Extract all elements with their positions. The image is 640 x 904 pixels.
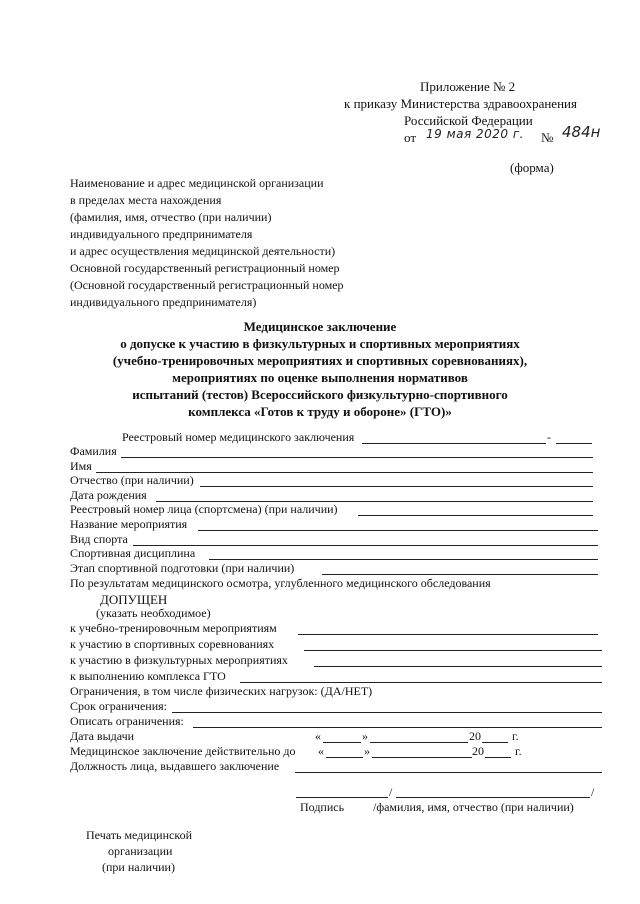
order-date-prefix: от	[404, 130, 417, 145]
patronymic-label: Отчество (при наличии)	[70, 473, 194, 487]
athlete-registry-label: Реестровый номер лица (спортсмена) (при наличии)	[70, 502, 338, 516]
issue-year-suffix: г.	[512, 729, 519, 743]
gto-label: к выполнению комплекса ГТО	[70, 669, 226, 683]
valid-year-prefix: 20	[472, 744, 484, 758]
discipline-line[interactable]	[209, 559, 598, 560]
issue-day-line[interactable]	[323, 742, 361, 743]
issue-open-quote: «	[315, 729, 321, 743]
competitions-line[interactable]	[304, 650, 602, 651]
org-line-1: Наименование и адрес медицинской организации	[70, 176, 324, 190]
valid-until-label: Медицинское заключение действительно до	[70, 744, 296, 758]
order-number-label: №	[541, 130, 554, 145]
org-line-3: (фамилия, имя, отчество (при наличии)	[70, 210, 272, 224]
sport-label: Вид спорта	[70, 532, 128, 546]
federation-label: Российской Федерации	[404, 113, 533, 128]
org-line-4: индивидуального предпринимателя	[70, 227, 253, 241]
form-label: (форма)	[510, 160, 554, 175]
registry-number-label: Реестровый номер медицинского заключения	[122, 430, 355, 444]
sports-events-label: к участию в физкультурных мероприятиях	[70, 653, 288, 667]
registry-dash: -	[547, 430, 551, 444]
surname-label: Фамилия	[70, 444, 117, 458]
name-label: Имя	[70, 459, 92, 473]
handwritten-date: 19 мая 2020 г.	[426, 127, 524, 141]
stamp-line-3: (при наличии)	[102, 860, 175, 874]
surname-line[interactable]	[121, 457, 593, 458]
handwritten-number: 484н	[562, 123, 601, 141]
stage-line[interactable]	[322, 574, 598, 575]
stamp-line-1: Печать медицинской	[86, 828, 192, 842]
describe-restrictions-line[interactable]	[193, 727, 602, 728]
valid-year-suffix: г.	[515, 744, 522, 758]
patronymic-line[interactable]	[200, 486, 593, 487]
admitted-label: ДОПУЩЕН	[100, 592, 168, 607]
training-line[interactable]	[298, 634, 598, 635]
restriction-term-line[interactable]	[172, 712, 602, 713]
registry-suffix-line[interactable]	[556, 443, 592, 444]
org-line-2: в пределах места нахождения	[70, 193, 222, 207]
signature-name-label: /фамилия, имя, отчество (при наличии)	[373, 800, 574, 814]
gto-line[interactable]	[240, 682, 602, 683]
issue-close-quote: »	[362, 729, 368, 743]
restrictions-label: Ограничения, в том числе физических нагрузок: (ДА/НЕТ)	[70, 684, 373, 698]
birth-date-label: Дата рождения	[70, 488, 147, 502]
valid-open-quote: «	[318, 744, 324, 758]
registry-number-line[interactable]	[362, 443, 546, 444]
org-line-7: (Основной государственный регистрационный номер	[70, 278, 344, 292]
restriction-term-label: Срок ограничения:	[70, 699, 167, 713]
signature-slash-1: /	[389, 785, 393, 799]
annex-label: Приложение № 2	[420, 79, 516, 94]
event-name-line[interactable]	[198, 530, 598, 531]
order-label: к приказу Министерства здравоохранения	[344, 96, 577, 111]
event-name-label: Название мероприятия	[70, 517, 188, 531]
title-line-1: Медицинское заключение	[243, 319, 397, 334]
title-line-3: (учебно-тренировочных мероприятиях и спортивных соревнованиях),	[112, 353, 528, 368]
valid-close-quote: »	[364, 744, 370, 758]
valid-day-line[interactable]	[326, 757, 363, 758]
title-line-6: комплекса «Готов к труду и обороне» (ГТО)»	[188, 404, 452, 419]
signature-slash-2: /	[591, 785, 595, 799]
org-line-5: и адрес осуществления медицинской деятельности)	[70, 244, 336, 258]
org-line-6: Основной государственный регистрационный номер	[70, 261, 340, 275]
sports-events-line[interactable]	[314, 666, 602, 667]
sport-line[interactable]	[133, 545, 598, 546]
stamp-line-2: организации	[108, 844, 173, 858]
title-line-4: мероприятиях по оценке выполнения нормативов	[172, 370, 468, 385]
signature-line[interactable]	[296, 797, 388, 798]
org-line-8: индивидуального предпринимателя)	[70, 295, 257, 309]
issue-month-line[interactable]	[370, 742, 468, 743]
issue-year-line[interactable]	[482, 742, 508, 743]
stage-label: Этап спортивной подготовки (при наличии)	[70, 561, 295, 575]
signature-name-line[interactable]	[396, 797, 590, 798]
describe-restrictions-label: Описать ограничения:	[70, 714, 184, 728]
training-label: к учебно-тренировочным мероприятиям	[70, 621, 277, 635]
specify-label: (указать необходимое)	[96, 606, 211, 620]
discipline-label: Спортивная дисциплина	[70, 546, 196, 560]
title-line-2: о допуске к участию в физкультурных и спортивных мероприятиях	[120, 336, 520, 351]
valid-year-line[interactable]	[485, 757, 511, 758]
valid-month-line[interactable]	[372, 757, 472, 758]
athlete-registry-line[interactable]	[358, 515, 593, 516]
signature-label: Подпись	[300, 800, 345, 814]
issue-year-prefix: 20	[469, 729, 481, 743]
issuer-position-label: Должность лица, выдавшего заключение	[70, 759, 280, 773]
issuer-position-line[interactable]	[295, 772, 602, 773]
title-line-5: испытаний (тестов) Всероссийского физкультурно-спортивного	[132, 387, 508, 402]
exam-results-label: По результатам медицинского осмотра, углубленного медицинского обследования	[70, 576, 491, 590]
competitions-label: к участию в спортивных соревнованиях	[70, 637, 275, 651]
issue-date-label: Дата выдачи	[70, 729, 135, 743]
